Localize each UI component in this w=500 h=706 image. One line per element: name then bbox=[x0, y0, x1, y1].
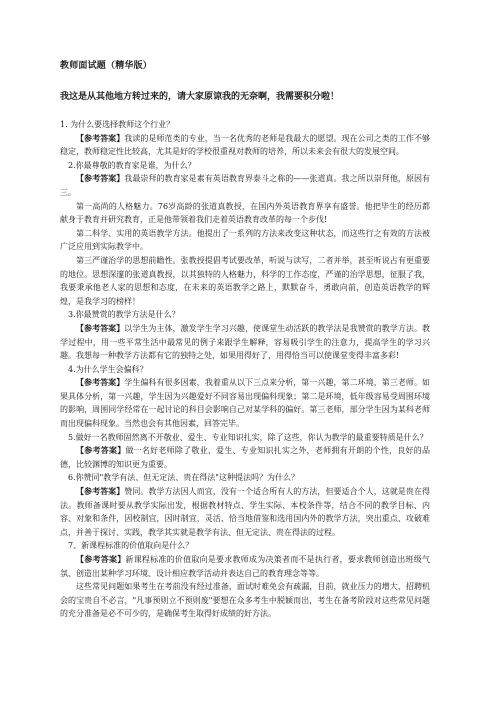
answer-paragraph bbox=[60, 172, 430, 199]
question-line: 7、新课程标准的价值取向是什么？ bbox=[68, 541, 194, 551]
question-line: 1. 为什么要选择教师这个行业？ bbox=[60, 120, 175, 129]
question-line: 3.你最赞赏的教学方法是什么？ bbox=[68, 310, 180, 320]
answer-paragraph bbox=[60, 322, 430, 363]
body-paragraph: 第三严谨治学的思想前瞻性。张教授提倡考试要改革，听说与读写，二者并举，甚至听说占有更重要的地位。思想深邃的张道真教授，以其独特的人格魅力，科学的工作态度，严谨的治学思想，征服了我，我要秉承他老人家的思想和态度，在未来的英语教学之路上，默默奋斗，勇敢向前，创造英语教学的辉煌，是我学习的榜样！ bbox=[60, 255, 430, 306]
question-line: 4.为什么学生会偏科？ bbox=[68, 364, 148, 374]
answer-label: 【参考答案】 bbox=[76, 445, 126, 456]
document-notice: 我这是从其他地方转过来的，请大家原谅我的无奈啊，我需要积分啦！ bbox=[60, 92, 340, 102]
answer-text: 以学生为主体，激发学生学习兴趣，使课堂生动活跃的教学法是我赞赏的教学方法。教学过程中，用一些平常生活中最常见的例子来跟学生解释，容易吸引学生的注意力，提高学生的学习兴趣。我想每一种教学方法都有它的独特之处，如果用得好了，用得恰当可以使课堂变得丰富多彩! bbox=[60, 323, 430, 361]
answer-text: 新课程标准的价值取向是要求教师成为决策者而不是执行者，要求教师创造出班级气氛、创造出某种学习环境、设计相应教学活动并表达自己的教育理念等等。 bbox=[60, 555, 431, 578]
answer-label: 【参考答案】 bbox=[76, 486, 125, 497]
question-line: 2.你最尊敬的教育家是谁，为什么？ bbox=[68, 160, 196, 170]
answer-label: 【参考答案】 bbox=[76, 377, 125, 388]
question-line: 6.你赞同"教学有法、但无定法、贵在得法"这种提法吗？为什么？ bbox=[68, 473, 299, 483]
answer-text: 学生偏科有很多因素，我着重从以下三点来分析，第一兴趣，第二环境，第三老师。如果具体分析，第一兴趣，学生因为兴趣爱好不同容易出现偏科现象；第二是环境，低年级容易受周围环境的影响，周围同学经常在一起讨论的科目会影响自己对某学科的偏好。第三老师，部分学生因为某科老师而出现偏科现象。当然也会有其他因素，回答完毕。 bbox=[60, 378, 430, 429]
answer-label: 【参考答案】 bbox=[76, 132, 125, 143]
body-paragraph: 这些常见问题如果考生在考前没有经过准备，面试时难免会有疏漏，目前，就业压力的增大，招聘机会的宝贵自不必言，"凡事预则立不预则废"要想在众多考生中脱颖而出，考生在备考阶段对这些常见问题的充分准备是必不可少的，是确保考生取得好成绩的好方法。 bbox=[60, 582, 430, 619]
answer-text: 我读的是师范类的专业，当一名优秀的老师是我最大的愿望。现在公司之类的工作不够稳定，教师稳定性比较高，尤其是好的学校很重视对教师的培养，所以未来会有很大的发展空间。 bbox=[60, 133, 430, 157]
answer-paragraph bbox=[60, 376, 430, 430]
document-body bbox=[60, 118, 430, 621]
answer-label: 【参考答案】 bbox=[76, 554, 126, 564]
answer-text: 赞同。教学方法因人而宜，没有一个适合所有人的方法，但要适合个人，这就是贵在得法。教师备课时要从教学实际出发，根据教材特点、学生实际、本校条件等，结合不同的教学目标、内容、对象和条件，因校制宜，因时制宜，灵活、恰当地借鉴和选用国内外的教学方法，突出重点、攻破难点，并善于探讨、实践，教学其实就是教学有法、但无定法、贵在得法的过程。 bbox=[60, 487, 430, 537]
answer-text: 做一名好老师除了敬业、爱生、专业知识扎实之外，老师拥有开朗的个性，良好的品德，比较渊博的知识更为重要。 bbox=[60, 446, 431, 469]
document-title: 教师面试题（精华版） bbox=[60, 61, 153, 71]
answer-label: 【参考答案】 bbox=[76, 322, 125, 333]
answer-paragraph bbox=[60, 553, 430, 580]
answer-label: 【参考答案】 bbox=[76, 173, 125, 184]
answer-paragraph bbox=[60, 444, 430, 471]
question-line: 5.做好一名教师固然离不开敬业、爱生、专业知识扎实，除了这些，你认为教学的最重要特质是什么？ bbox=[68, 432, 428, 442]
answer-text: 我最崇拜的教育家是素有英语教育界泰斗之称的——张道真。我之所以崇拜他，原因有三。 bbox=[60, 174, 431, 197]
body-paragraph: 第二科学、实用的英语教学方法。他提出了一系列的方法来改变这种状态，而这些行之有效的方法被广泛应用到实际教学中。 bbox=[60, 228, 430, 252]
answer-paragraph bbox=[60, 132, 430, 159]
answer-paragraph bbox=[60, 485, 430, 539]
body-paragraph: 第一高尚的人格魅力。76岁高龄的张道真教授，在国内外英语教育界享有盛誉。他把毕生的经历都献身于教育并研究教育，正是他带领着我们走着英语教育改革的每一个步伐! bbox=[60, 201, 430, 225]
